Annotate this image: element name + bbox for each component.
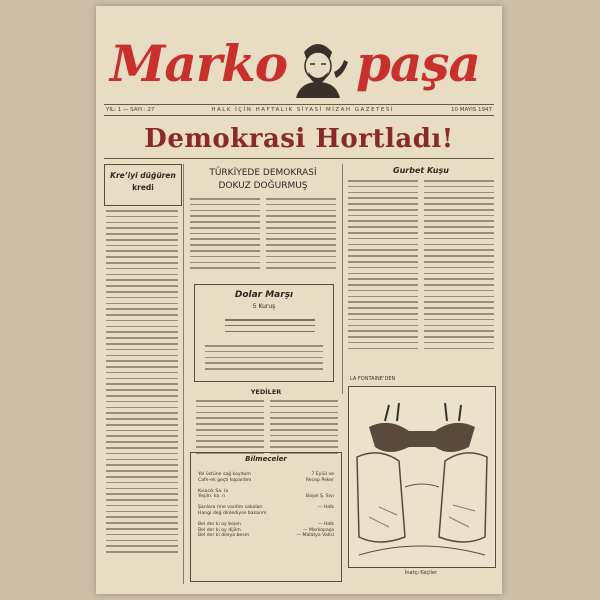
riddle-row [198, 494, 334, 500]
riddle-question: Cafe-ek geçti kopardım [198, 477, 252, 483]
cartoon-frame [348, 386, 496, 568]
dolar-subtitle: 5 Kuruş [252, 303, 276, 310]
riddle-question: Hangi değ dinlediyse bakarım [198, 510, 267, 516]
riddle-answer: — Halk [317, 521, 334, 527]
riddle-answer: — Markopaşa [303, 527, 334, 533]
riddle-row [198, 511, 334, 517]
riddle-question: Kısacık Sa. la [198, 488, 229, 494]
masthead [110, 28, 490, 100]
riddle-question: Yol üstüne sağ koydum [198, 472, 251, 477]
left-title-box [104, 164, 182, 206]
center-article-text-col2 [266, 198, 336, 273]
left-title-line-1: Kreʼiyi düğüren [110, 171, 176, 180]
column-divider-right [342, 164, 343, 394]
center-article-text-col1 [190, 198, 260, 273]
riddle-answer: — Malatya Valisi [296, 533, 334, 539]
right-column-text-col2 [424, 180, 494, 353]
issue-date: 10 MAYIS 1947 [450, 107, 492, 113]
paper-tagline: HALK İÇİN HAFTALIK SİYASİ MİZAH GAZETESİ [211, 107, 394, 113]
dolar-verse [205, 345, 323, 374]
yediler-text-col2 [270, 400, 338, 458]
dolar-box [194, 284, 334, 382]
right-column-text-col1 [348, 180, 418, 353]
main-headline: Demokrasi Hortladı! [144, 124, 454, 154]
riddle-question: Yeşiln. ka. rı [198, 494, 226, 500]
riddle-question: Şanlara rine vardim sakaları [198, 505, 263, 511]
riddle-question: Bel der ki oy dijiim [198, 527, 241, 533]
dolar-lines [225, 319, 315, 336]
issue-number: YIL: 1 — SAYI : 27 [106, 107, 155, 113]
left-title-line-2: kredi [132, 183, 154, 192]
masthead-word-2: paşa [356, 34, 480, 93]
left-column-text [106, 210, 178, 557]
yediler-title: YEDİLER [250, 388, 282, 396]
bilmeceler-title: Bilmeceler [245, 455, 287, 463]
issue-strap [104, 104, 494, 116]
right-column-title: Gurbet Kuşu [393, 166, 449, 175]
dolar-title: Dolar Marşı [234, 290, 294, 300]
riddle-answer: Boşel Ş. Sıvı [306, 494, 334, 500]
riddle-row [198, 478, 334, 484]
masthead-word-1: Marko [110, 34, 288, 93]
bilmeceler-list [198, 472, 334, 539]
yediler-text-col1 [196, 400, 264, 458]
portrait-illustration [286, 32, 350, 98]
cartoon-heading: LA FONTAINEʼDEN [350, 376, 396, 382]
riddle-question: Bel der ki oy bejen [198, 521, 241, 527]
newspaper-page [96, 6, 502, 594]
column-divider-left [183, 164, 184, 584]
headline-rule [104, 158, 494, 159]
center-article-title-1: TÜRKİYEDE DEMOKRASİ [209, 168, 317, 178]
riddle-answer: Recep Peker [305, 477, 334, 483]
cartoon-caption: İnatçı Keçiler [404, 570, 438, 576]
riddle-row [198, 533, 334, 539]
riddle-answer: 7 Eyiül ve [311, 472, 334, 477]
goats-cartoon [349, 387, 495, 567]
riddle-question: Bel der ki dileya besm [198, 533, 250, 539]
riddle-answer: — Halk [317, 505, 334, 511]
center-article-title-2: DOKUZ DOĞURMUŞ [218, 181, 308, 191]
